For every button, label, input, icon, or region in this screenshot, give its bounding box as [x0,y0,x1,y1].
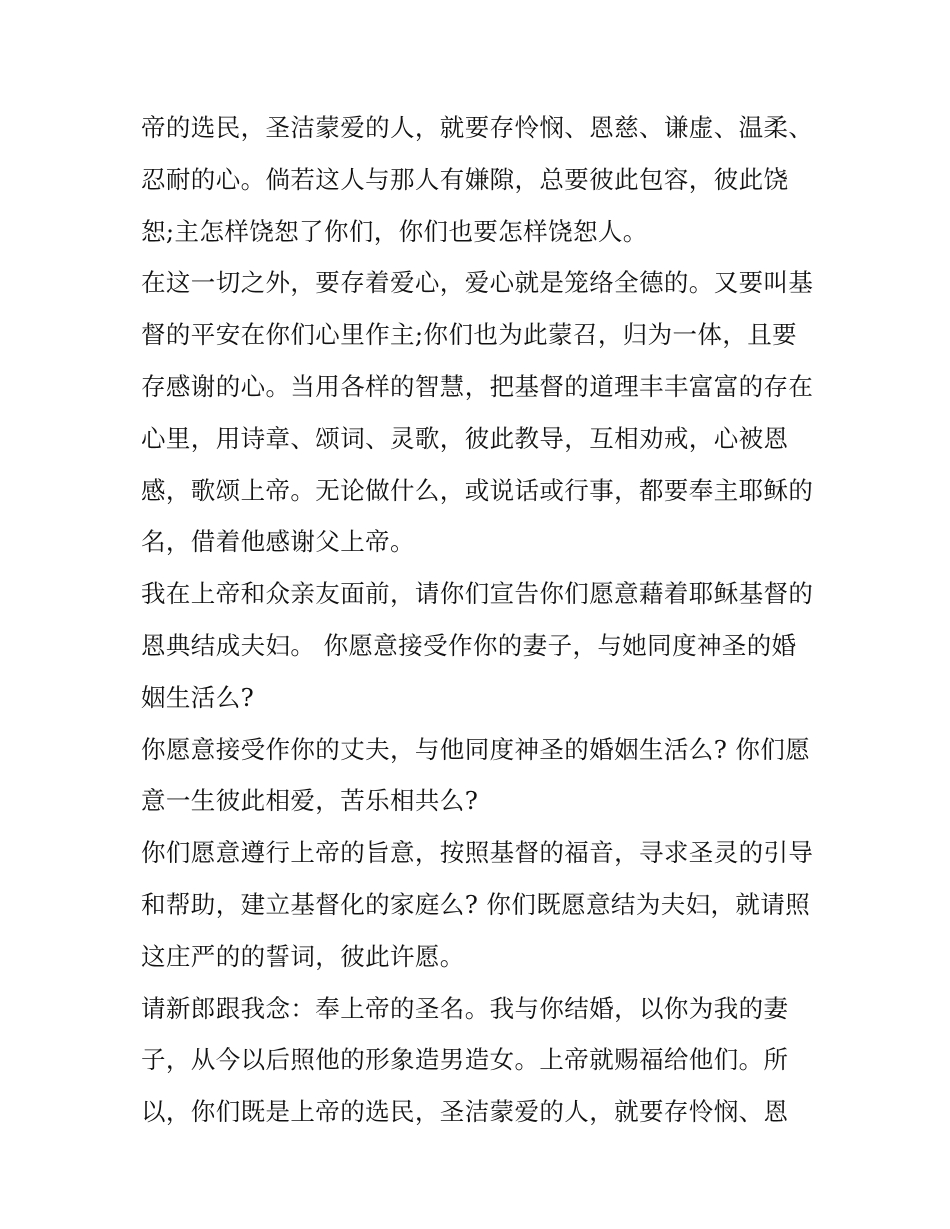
text-line: 意一生彼此相爱，苦乐相共么? [141,786,479,816]
text-line: 和帮助，建立基督化的家庭么? 你们既愿意结为夫妇，就请照 [141,889,811,919]
text-line: 恩典结成夫妇。 你愿意接受作你的妻子，与她同度神圣的婚 [141,630,797,660]
text-line: 督的平安在你们心里作主;你们也为此蒙召，归为一体，且要 [141,320,798,350]
body-text [141,102,821,1138]
text-line: 名，借着他感谢父上帝。 [141,527,415,557]
text-line: 请新郎跟我念：奉上帝的圣名。我与你结婚，以你为我的妻 [141,993,789,1023]
text-line: 你愿意接受作你的丈夫，与他同度神圣的婚姻生活么? 你们愿 [141,734,811,764]
text-line: 姻生活么? [141,682,255,712]
text-line: 在这一切之外，要存着爱心，爱心就是笼络全德的。又要叫基 [141,268,814,298]
text-line: 我在上帝和众亲友面前，请你们宣告你们愿意藉着耶稣基督的 [141,579,814,609]
text-line: 忍耐的心。倘若这人与那人有嫌隙，总要彼此包容，彼此饶 [141,164,789,194]
text-line: 这庄严的的誓词，彼此许愿。 [141,941,465,971]
text-line: 以，你们既是上帝的选民，圣洁蒙爱的人，就要存怜悯、恩 [141,1097,789,1127]
text-line: 存感谢的心。当用各样的智慧，把基督的道理丰丰富富的存在 [141,371,814,401]
text-line: 恕;主怎样饶恕了你们，你们也要怎样饶恕人。 [141,216,648,246]
text-line: 感，歌颂上帝。无论做什么，或说话或行事，都要奉主耶稣的 [141,475,814,505]
text-line: 你们愿意遵行上帝的旨意，按照基督的福音，寻求圣灵的引导 [141,838,814,868]
text-line: 子，从今以后照他的形象造男造女。上帝就赐福给他们。所 [141,1045,789,1075]
text-line: 帝的选民，圣洁蒙爱的人，就要存怜悯、恩慈、谦虚、温柔、 [141,113,814,142]
text-line: 心里，用诗章、颂词、灵歌，彼此教导，互相劝戒，心被恩 [141,423,789,453]
